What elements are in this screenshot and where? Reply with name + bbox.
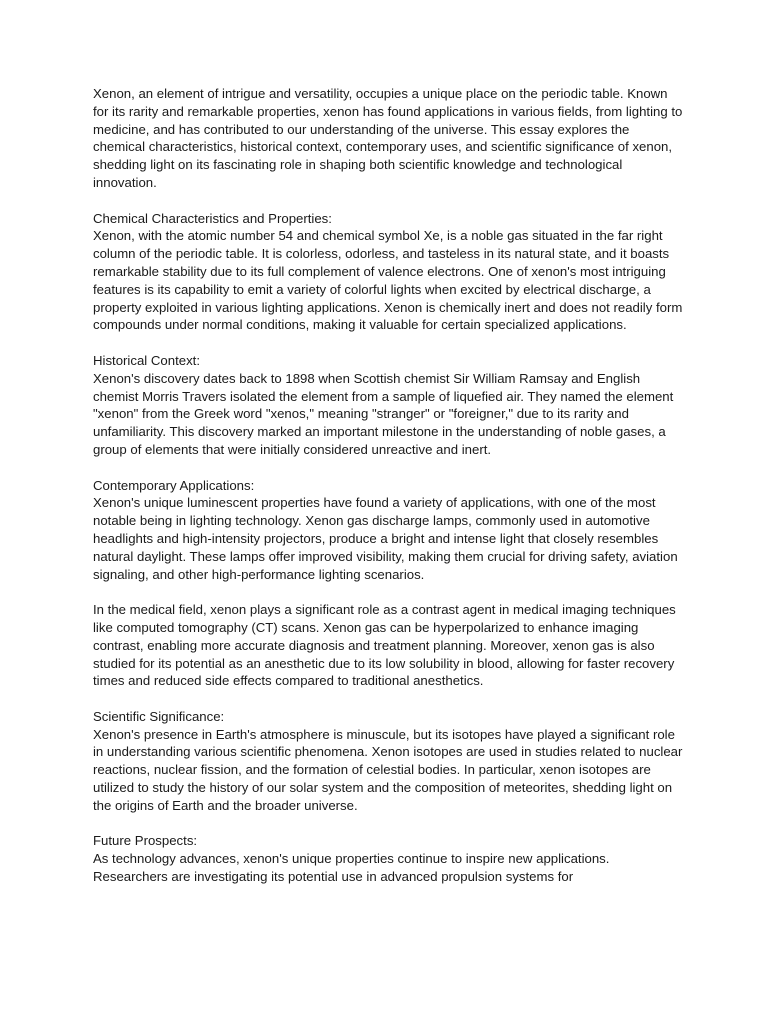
scientific-paragraph: Xenon's presence in Earth's atmosphere is minuscule, but its isotopes have played a significant role in understanding various scientific phenomena. Xenon isotopes are used in studies related to nuclear reactions, nuclear fission, and the formation of celestial bodies. In particular, xenon isotopes are utilized to study the history of our solar system and the composition of meteorites, shedding light on the origins of Earth and the broader universe. bbox=[93, 726, 683, 813]
chemical-section bbox=[93, 210, 683, 335]
future-section bbox=[93, 832, 683, 885]
historical-paragraph: Xenon's discovery dates back to 1898 when Scottish chemist Sir William Ramsay and English chemist Morris Travers isolated the element from a sample of liquefied air. They named the element "xenon" from the Greek word "xenos," meaning "stranger" or "foreigner," due to its rarity and unfamiliarity. This discovery marked an important milestone in the understanding of noble gases, a group of elements that were initially considered unreactive and inert. bbox=[93, 370, 674, 457]
chemical-paragraph: Xenon, with the atomic number 54 and chemical symbol Xe, is a noble gas situated in the far right column of the periodic table. It is colorless, odorless, and tasteless in its natural state, and it boasts remarkable stability due to its full complement of valence electrons. One of xenon's most intriguing features is its capability to emit a variety of colorful lights when excited by electrical discharge, a property exploited in various lighting applications. Xenon is chemically inert and does not readily form compounds under normal conditions, making it valuable for certain specialized applications. bbox=[93, 228, 683, 333]
scientific-section bbox=[93, 708, 683, 815]
future-heading: Future Prospects: bbox=[93, 833, 198, 849]
contemporary-section bbox=[93, 477, 683, 584]
historical-section bbox=[93, 352, 683, 459]
document-page bbox=[93, 85, 683, 904]
scientific-heading: Scientific Significance: bbox=[93, 708, 225, 724]
contemporary-heading: Contemporary Applications: bbox=[93, 477, 255, 493]
future-paragraph: As technology advances, xenon's unique properties continue to inspire new applications. Researchers are investigating its potential use in advanced propulsion systems for bbox=[93, 851, 610, 885]
historical-heading: Historical Context: bbox=[93, 352, 201, 368]
medical-section bbox=[93, 601, 683, 690]
medical-paragraph: In the medical field, xenon plays a significant role as a contrast agent in medical imaging techniques like computed tomography (CT) scans. Xenon gas can be hyperpolarized to enhance imaging contrast, enabling more accurate diagnosis and treatment planning. Moreover, xenon gas is also studied for its potential as an anesthetic due to its low solubility in blood, allowing for faster recovery times and reduced side effects compared to traditional anesthetics. bbox=[93, 602, 676, 689]
intro-section bbox=[93, 85, 683, 192]
contemporary-paragraph: Xenon's unique luminescent properties have found a variety of applications, with one of the most notable being in lighting technology. Xenon gas discharge lamps, commonly used in automotive headlights and high-intensity projectors, produce a bright and intense light that closely resembles natural daylight. These lamps offer improved visibility, making them crucial for driving safety, aviation signaling, and other high-performance lighting scenarios. bbox=[93, 495, 678, 582]
chemical-heading: Chemical Characteristics and Properties: bbox=[93, 210, 332, 226]
intro-paragraph: Xenon, an element of intrigue and versatility, occupies a unique place on the periodic table. Known for its rarity and remarkable properties, xenon has found applications in various fields, from lighting to medicine, and has contributed to our understanding of the universe. This essay explores the chemical characteristics, historical context, contemporary uses, and scientific significance of xenon, shedding light on its fascinating role in shaping both scientific knowledge and technological innovation. bbox=[93, 86, 683, 190]
